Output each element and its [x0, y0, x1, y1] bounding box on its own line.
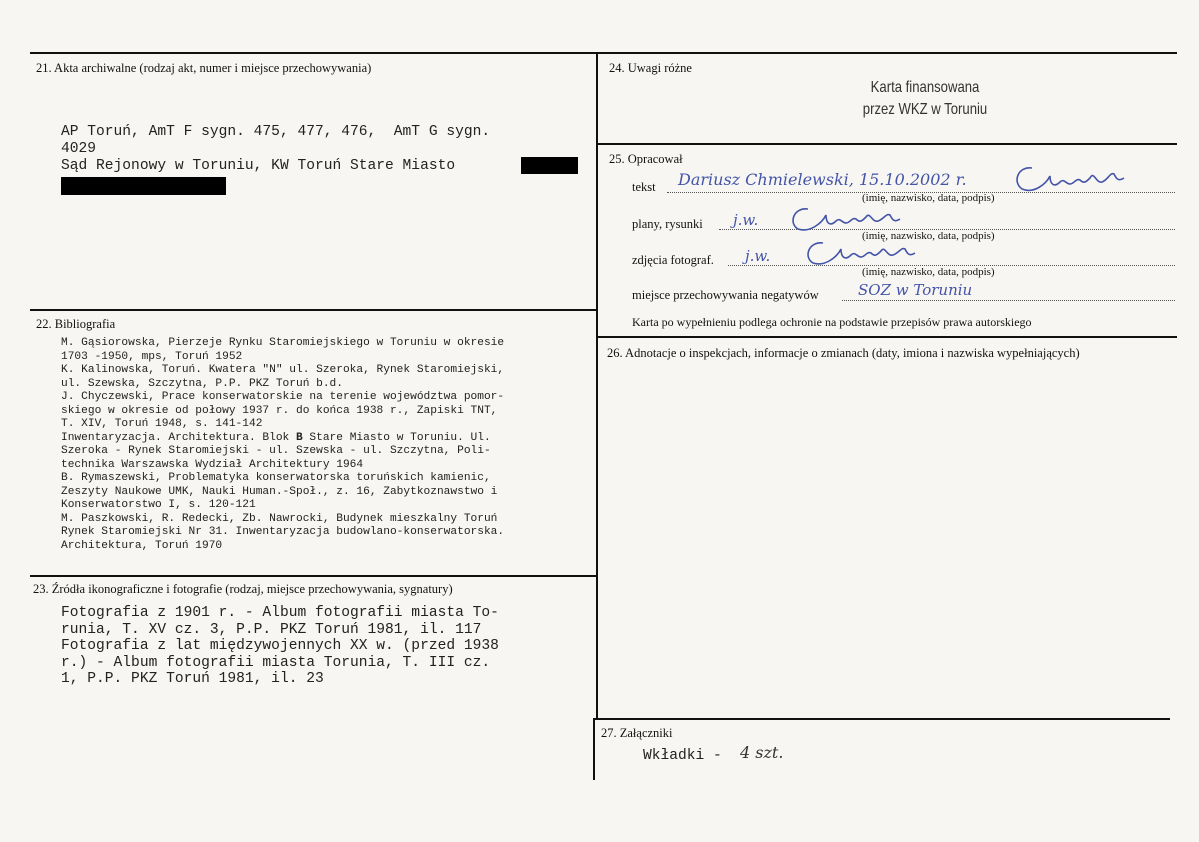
attachments-count-handwritten: 4 szt.: [740, 743, 784, 762]
bib-line: M. Paszkowski, R. Redecki, Zb. Nawrocki, Budynek mieszkalny Toruń: [61, 512, 498, 525]
financing-stamp: [823, 77, 1028, 121]
bib-line: B. Rymaszewski, Problematyka konserwatorska toruńskich kamienic,: [61, 472, 491, 484]
bib-line: Architektura, Toruń 1970: [61, 539, 223, 552]
bib-line: K. Kalinowska, Toruń. Kwatera "N" ul. Szeroka, Rynek Staromiejski,: [61, 364, 505, 376]
sec21-line2: 4029: [61, 141, 97, 157]
redaction-block-2: [61, 177, 226, 195]
icon-line: r.) - Album fotografii miasta Torunia, T. III cz.: [61, 654, 491, 671]
bib-line: Konserwatorstwo I, s. 120-121: [61, 499, 256, 511]
rule-24-25: [597, 143, 1177, 145]
plany-label: plany, rysunki: [632, 217, 703, 231]
center-divider-upper: [596, 52, 598, 720]
tekst-caption: (imię, nazwisko, data, podpis): [862, 192, 995, 204]
plany-handwritten: j.w.: [733, 211, 759, 229]
zdjecia-caption: (imię, nazwisko, data, podpis): [862, 266, 995, 278]
bib-line-blok: [61, 432, 586, 446]
tekst-handwritten: Dariusz Chmielewski, 15.10.2002 r.: [678, 170, 967, 189]
sec25-title: 25. Opracował: [609, 152, 683, 166]
bib-line: skiego w okresie od połowy 1937 r. do końca 1938 r., Zapiski TNT,: [61, 404, 498, 417]
bib-line: Rynek Staromiejski Nr 31. Inwentaryzacja budowlano-konserwatorska.: [61, 526, 505, 538]
sec21-line1: AP Toruń, AmT F sygn. 475, 477, 476, AmT G sygn.: [61, 124, 491, 140]
bib-line: J. Chyczewski, Prace konserwatorskie na terenie województwa pomor-: [61, 391, 505, 403]
redaction-block-1: [521, 157, 578, 174]
iconography-list: [61, 605, 499, 688]
rule-22-23: [30, 575, 596, 577]
negatywy-label: miejsce przechowywania negatywów: [632, 288, 819, 302]
rule-26-27: [594, 718, 1170, 720]
bib-line: Szeroka - Rynek Staromiejski - ul. Szewska - ul. Szczytna, Poli-: [61, 445, 491, 457]
sec26-title: 26. Adnotacje o inspekcjach, informacje o zmianach (daty, imiona i nazwiska wypełniających): [607, 346, 1080, 360]
sec24-title: 24. Uwagi różne: [609, 61, 692, 75]
bib-blok-post: Stare Miasto w Toruniu. Ul.: [302, 431, 491, 444]
plany-caption: (imię, nazwisko, data, podpis): [862, 230, 995, 242]
zdjecia-label: zdjęcia fotograf.: [632, 253, 714, 267]
bib-line: 1703 -1950, mps, Toruń 1952: [61, 350, 243, 363]
negatywy-handwritten: SOZ w Toruniu: [858, 281, 973, 299]
bib-blok-pre: Inwentaryzacja. Architektura. Blok: [61, 431, 296, 444]
rule-21-22: [30, 309, 597, 311]
bib-line: T. XIV, Toruń 1948, s. 141-142: [61, 418, 263, 430]
icon-line: 1, P.P. PKZ Toruń 1981, il. 23: [61, 671, 324, 687]
stamp-line-1: Karta finansowana: [870, 79, 980, 96]
icon-line: runia, T. XV cz. 3, P.P. PKZ Toruń 1981, il. 117: [61, 621, 482, 638]
sec23-title: 23. Źródła ikonograficzne i fotografie (rodzaj, miejsce przechowywania, sygnatury): [33, 582, 453, 596]
signature-1: [1010, 160, 1135, 196]
attachments-value: Wkładki -: [643, 748, 731, 764]
icon-line: Fotografia z 1901 r. - Album fotografii miasta To-: [61, 605, 499, 621]
sec27-title: 27. Załączniki: [601, 726, 673, 740]
rule-25-26: [597, 336, 1177, 338]
icon-line: Fotografia z lat międzywojennych XX w. (przed 1938: [61, 638, 499, 654]
bib-line: technika Warszawska Wydział Architektury 1964: [61, 458, 364, 471]
stamp-line-2: przez WKZ w Toruniu: [862, 101, 988, 118]
sec21-title: 21. Akta archiwalne (rodzaj akt, numer i miejsce przechowywania): [36, 61, 372, 75]
tekst-label: tekst: [632, 180, 656, 194]
zdjecia-handwritten: j.w.: [745, 247, 771, 265]
negatywy-dotted-line: [842, 300, 1175, 301]
bib-line: ul. Szewska, Szczytna, P.P. PKZ Toruń b.d.: [61, 377, 343, 390]
bib-line: Zeszyty Naukowe UMK, Nauki Human.-Społ., z. 16, Zabytkoznawstwo i: [61, 485, 498, 498]
sec21-line3: Sąd Rejonowy w Toruniu, KW Toruń Stare Miasto: [61, 158, 456, 174]
sec22-title: 22. Bibliografia: [36, 317, 116, 331]
copyright-notice: Karta po wypełnieniu podlega ochronie na podstawie przepisów prawa autorskiego: [632, 315, 1032, 329]
signature-3: [803, 237, 928, 269]
center-divider-lower: [593, 718, 595, 780]
bib-line: M. Gąsiorowska, Pierzeje Rynku Staromiejskiego w Toruniu w okresie: [61, 337, 505, 349]
bib-blok-letter: B: [295, 431, 303, 444]
bibliography-list: [61, 337, 586, 553]
top-rule: [30, 52, 1177, 54]
